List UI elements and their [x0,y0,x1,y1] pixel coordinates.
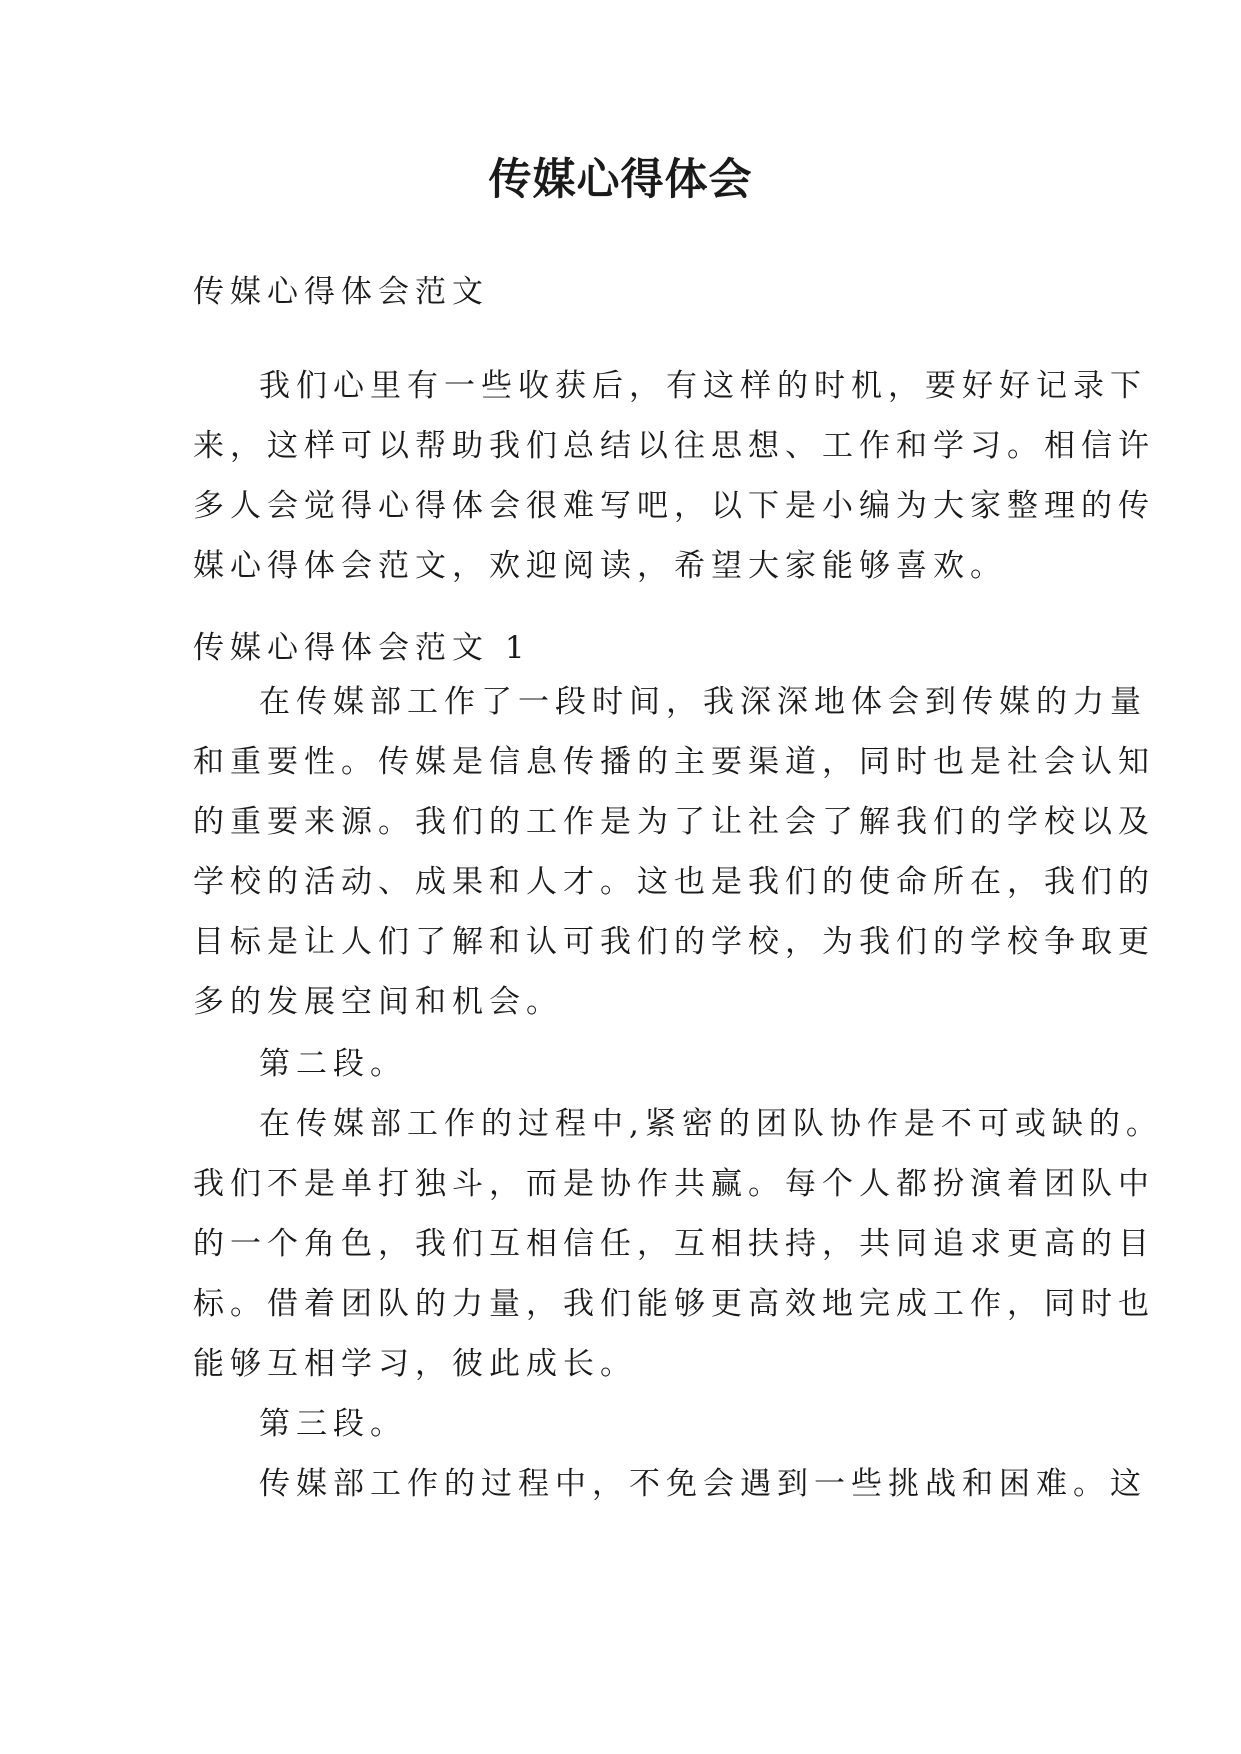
paragraph-line: 能够互相学习，彼此成长。 [193,1346,637,1382]
document-title: 传媒心得体会 [488,155,753,205]
paragraph-line: 在传媒部工作的过程中,紧密的团队协作是不可或缺的。 [259,1106,1163,1142]
paragraph-line: 和重要性。传媒是信息传播的主要渠道，同时也是社会认知 [193,744,1155,780]
part2-label: 第二段。 [259,1046,407,1082]
intro-line: 来，这样可以帮助我们总结以往思想、工作和学习。相信许 [193,428,1155,464]
part3-paragraph [193,1454,1147,1514]
section1-paragraph1 [193,672,1155,1032]
paragraph-line: 在传媒部工作了一段时间，我深深地体会到传媒的力量 [259,684,1147,720]
intro-line: 我们心里有一些收获后，有这样的时机，要好好记录下 [259,368,1147,404]
subtitle: 传媒心得体会范文 [193,274,489,310]
paragraph-line: 学校的活动、成果和人才。这也是我们的使命所在，我们的 [193,864,1155,900]
intro-paragraph [193,356,1155,596]
paragraph-line: 传媒部工作的过程中，不免会遇到一些挑战和困难。这 [259,1466,1147,1502]
intro-line: 多人会觉得心得体会很难写吧，以下是小编为大家整理的传 [193,488,1155,524]
paragraph-line: 我们不是单打独斗，而是协作共赢。每个人都扮演着团队中 [193,1166,1155,1202]
paragraph-line: 的重要来源。我们的工作是为了让社会了解我们的学校以及 [193,804,1155,840]
paragraph-line: 标。借着团队的力量，我们能够更高效地完成工作，同时也 [193,1286,1155,1322]
part2-paragraph [193,1094,1163,1394]
paragraph-line: 的一个角色，我们互相信任，互相扶持，共同追求更高的目 [193,1226,1155,1262]
part3-label: 第三段。 [259,1406,407,1442]
paragraph-line: 多的发展空间和机会。 [193,984,563,1020]
intro-line: 媒心得体会范文，欢迎阅读，希望大家能够喜欢。 [193,548,1007,584]
paragraph-line: 目标是让人们了解和认可我们的学校，为我们的学校争取更 [193,924,1155,960]
section1-heading: 传媒心得体会范文 1 [193,630,531,666]
